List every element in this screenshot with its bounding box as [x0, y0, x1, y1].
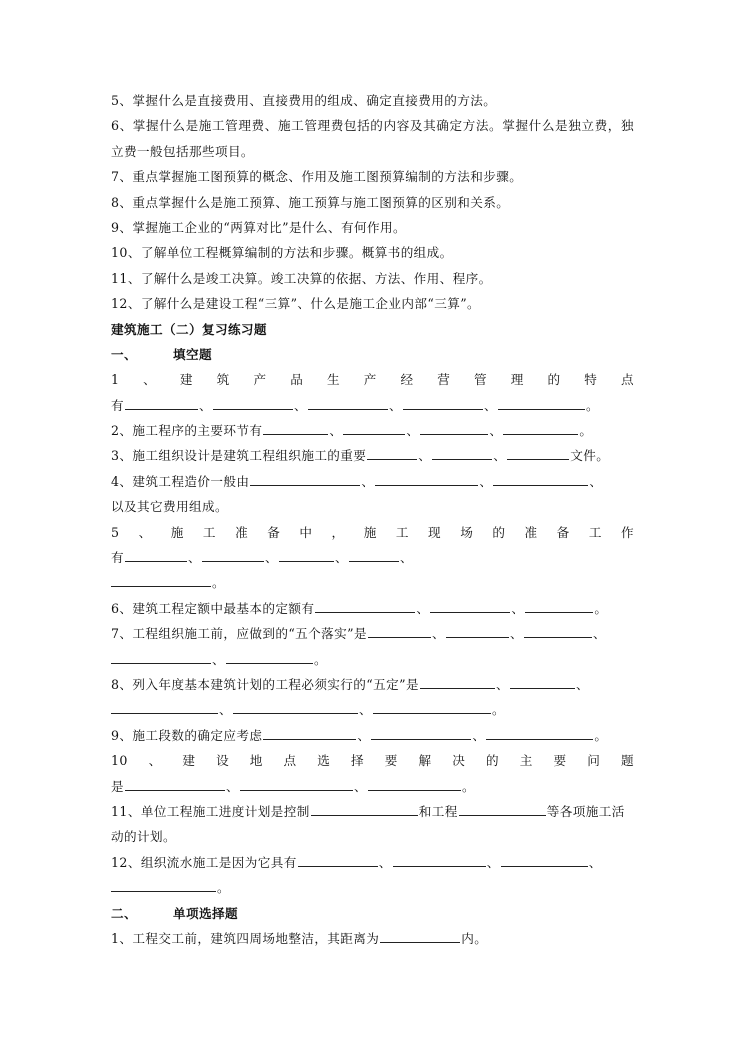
sep: 、: [511, 600, 525, 616]
blank[interactable]: [371, 726, 471, 740]
text: 2、施工程序的主要环节有: [111, 423, 263, 439]
section-label: 填空题: [173, 346, 212, 362]
text: 是: [111, 778, 124, 794]
section-label: 单项选择题: [173, 905, 238, 921]
blank[interactable]: [263, 421, 328, 435]
sep: 、: [219, 702, 232, 718]
blank[interactable]: [446, 624, 509, 638]
question-4-cont: 以及其它费用组成。: [111, 499, 228, 515]
period: 。: [314, 651, 327, 667]
sep: 、: [575, 676, 589, 692]
text: 7、工程组织施工前，应做到的“五个落实”是: [111, 626, 367, 642]
text: 6、建筑工程定额中最基本的定额有: [111, 600, 315, 616]
question-11: [111, 799, 634, 824]
text: 和工程: [418, 803, 458, 819]
blank[interactable]: [349, 548, 399, 562]
question-10: 10、建设地点选择要解决的主要问题: [111, 753, 634, 769]
sep: 、: [479, 473, 493, 489]
question-5-cont: [111, 570, 634, 595]
blank[interactable]: [503, 421, 578, 435]
text: 3、施工组织设计是建筑工程组织施工的重要: [111, 448, 367, 464]
sep: 、: [357, 727, 371, 743]
question-3: [111, 443, 634, 468]
question-8-cont: [111, 697, 634, 722]
text: 9、施工段数的确定应考虑: [111, 727, 263, 743]
document-page: [111, 88, 634, 951]
blank[interactable]: [486, 726, 593, 740]
sep: 、: [416, 600, 430, 616]
question-9: [111, 723, 634, 748]
sep: 、: [378, 854, 392, 870]
review-item: 11、了解什么是竣工决算。竣工决算的依据、方法、作用、程序。: [111, 270, 492, 286]
blank[interactable]: [524, 624, 592, 638]
blank[interactable]: [493, 472, 588, 486]
blank[interactable]: [111, 878, 216, 892]
sep: 、: [335, 550, 348, 566]
section-number: 一、: [111, 346, 137, 362]
sep: 、: [486, 854, 500, 870]
question-8: [111, 672, 634, 697]
question-4: [111, 469, 634, 494]
blank[interactable]: [111, 573, 211, 587]
blank[interactable]: [263, 726, 356, 740]
review-item: 6、掌握什么是施工管理费、施工管理费包括的内容及其确定方法。掌握什么是独立费，独: [111, 118, 634, 134]
sep: 、: [199, 397, 212, 413]
sep: 、: [400, 550, 413, 566]
question-6: [111, 596, 634, 621]
blank[interactable]: [125, 777, 225, 791]
blank[interactable]: [501, 853, 588, 867]
period: 。: [462, 778, 475, 794]
blank[interactable]: [279, 548, 334, 562]
question-1: 1、建筑产品生产经营管理的特点: [111, 372, 634, 388]
period: 。: [594, 600, 608, 616]
sep: 、: [406, 423, 420, 439]
blank[interactable]: [420, 421, 488, 435]
blank[interactable]: [111, 650, 211, 664]
period: 。: [217, 880, 230, 896]
section-heading-choice: [111, 901, 634, 926]
sep: 、: [588, 854, 602, 870]
text: 有: [111, 550, 124, 566]
blank[interactable]: [367, 446, 417, 460]
question-12-cont: [111, 875, 634, 900]
sep: 、: [592, 626, 606, 642]
period: 。: [212, 575, 225, 591]
blank[interactable]: [311, 802, 418, 816]
blank[interactable]: [308, 396, 388, 410]
question-7: [111, 621, 634, 646]
sep: 、: [493, 448, 507, 464]
sep: 、: [354, 778, 367, 794]
blank[interactable]: [111, 700, 218, 714]
blank[interactable]: [368, 777, 461, 791]
blank[interactable]: [125, 548, 187, 562]
text: 文件: [570, 448, 597, 464]
section-number: 二、: [111, 905, 137, 921]
blank[interactable]: [498, 396, 585, 410]
blank[interactable]: [343, 421, 405, 435]
blank[interactable]: [373, 700, 491, 714]
question-5-blanks: [111, 545, 634, 570]
period: 。: [596, 448, 610, 464]
sep: 、: [265, 550, 278, 566]
question-12: [111, 850, 634, 875]
blank[interactable]: [213, 396, 293, 410]
sep: 、: [418, 448, 432, 464]
review-item: 9、掌握施工企业的“两算对比”是什么、有何作用。: [111, 219, 406, 235]
section-title: 建筑施工（二）复习练习题: [111, 321, 267, 337]
blank[interactable]: [432, 446, 492, 460]
blank[interactable]: [368, 624, 431, 638]
blank[interactable]: [375, 472, 478, 486]
blank[interactable]: [125, 396, 198, 410]
sep: 、: [484, 397, 497, 413]
blank[interactable]: [233, 700, 358, 714]
question-5: 5、施工准备中，施工现场的准备工作: [111, 524, 634, 540]
text: 有: [111, 397, 124, 413]
sep: 、: [329, 423, 343, 439]
blank[interactable]: [430, 599, 510, 613]
review-item: 10、了解单位工程概算编制的方法和步骤。概算书的组成。: [111, 245, 453, 261]
section-heading-fill: [111, 342, 634, 367]
blank[interactable]: [202, 548, 264, 562]
period: 。: [586, 397, 599, 413]
sep: 、: [431, 626, 445, 642]
period: 。: [492, 702, 505, 718]
sep: 、: [212, 651, 225, 667]
blank[interactable]: [380, 929, 460, 943]
review-item: 7、重点掌握施工图预算的概念、作用及施工图预算编制的方法和步骤。: [111, 169, 523, 185]
blank[interactable]: [403, 396, 483, 410]
sep: 、: [294, 397, 307, 413]
text: 12、组织流水施工是因为它具有: [111, 854, 297, 870]
blank[interactable]: [240, 777, 353, 791]
sep: 、: [359, 702, 372, 718]
blank[interactable]: [298, 853, 378, 867]
blank[interactable]: [459, 802, 546, 816]
text: 等各项施工活: [546, 803, 625, 819]
review-item: 5、掌握什么是直接费用、直接费用的组成、确定直接费用的方法。: [111, 93, 497, 108]
blank[interactable]: [525, 599, 593, 613]
blank[interactable]: [507, 446, 569, 460]
question-11-cont: 动的计划。: [111, 829, 176, 845]
text: 4、建筑工程造价一般由: [111, 473, 250, 489]
sep: 、: [589, 473, 603, 489]
review-item: 12、了解什么是建设工程“三算”、什么是施工企业内部“三算”。: [111, 296, 481, 312]
sep: 、: [495, 676, 509, 692]
question-2: [111, 418, 634, 443]
question-7-cont: [111, 647, 634, 672]
blank[interactable]: [510, 675, 575, 689]
sep: 、: [226, 778, 239, 794]
text: 8、列入年度基本建筑计划的工程必须实行的“五定”是: [111, 676, 419, 692]
blank[interactable]: [250, 472, 360, 486]
review-item: 8、重点掌握什么是施工预算、施工预算与施工图预算的区别和关系。: [111, 194, 510, 210]
choice-question-1: [111, 926, 634, 951]
sep: 、: [472, 727, 486, 743]
period: 。: [579, 423, 593, 439]
period: 。: [594, 727, 608, 743]
sep: 、: [509, 626, 523, 642]
blank[interactable]: [420, 675, 495, 689]
sep: 、: [489, 423, 503, 439]
sep: 、: [361, 473, 375, 489]
text: 1、工程交工前，建筑四周场地整洁，其距离为: [111, 930, 380, 946]
text: 11、单位工程施工进度计划是控制: [111, 803, 310, 819]
review-item: 立费一般包括那些项目。: [111, 143, 254, 159]
blank[interactable]: [393, 853, 486, 867]
sep: 、: [389, 397, 402, 413]
question-1-blanks: [111, 393, 634, 418]
text: 内。: [461, 930, 488, 946]
blank[interactable]: [315, 599, 415, 613]
blank[interactable]: [226, 650, 313, 664]
sep: 、: [188, 550, 201, 566]
question-10-blanks: [111, 774, 634, 799]
